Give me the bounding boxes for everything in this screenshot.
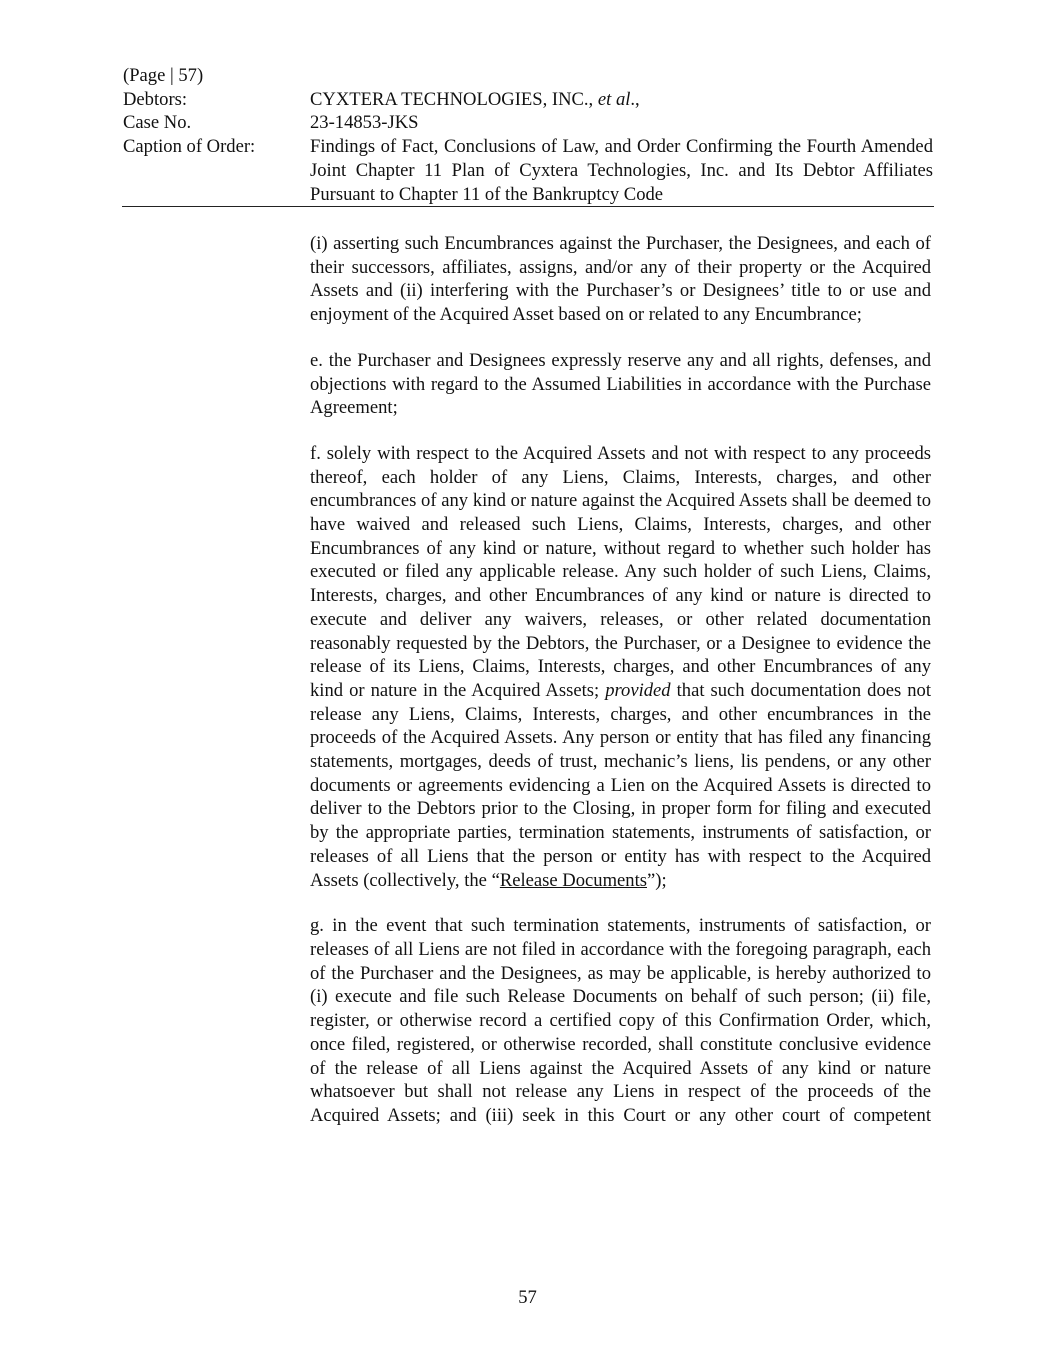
header-divider bbox=[122, 206, 934, 207]
paragraph-f-part-1: f. solely with respect to the Acquired Assets and not with respect to any proceeds thereof, each holder of any Liens, Claims, Interests, charges, and other encumbrances of any kind or nature against the Acquired Assets shall be deemed to have waived and released such Liens, Claims, Interests, charges, and other Encumbrances of any kind or nature, without regard to whether such holder has executed or filed any applicable release. Any such holder of such Liens, Claims, Interests, charges, and other Encumbrances of any kind or nature is directed to execute and deliver any waivers, releases, or other related documentation reasonably requested by the Debtors, the Purchaser, or a Designee to evidence the release of its Liens, Claims, Interests, charges, and other Encumbrances of any kind or nature in the Acquired Assets; bbox=[310, 442, 931, 701]
debtors-name: CYXTERA TECHNOLOGIES, INC., bbox=[310, 88, 594, 110]
paragraph-d-continued: (i) asserting such Encumbrances against the Purchaser, the Designees, and each of their successors, affiliates, assigns, and/or any of their property or the Acquired Assets and (ii) interfering with the Purchaser’s or Designees’ title to or use and enjoyment of the Acquired Asset based on or related to any Encumbrance; bbox=[310, 233, 931, 326]
paragraph-e: e. the Purchaser and Designees expressly reserve any and all rights, defenses, and objections with regard to the Assumed Liabilities in accordance with the Purchase Agreement; bbox=[310, 349, 931, 419]
header-debtors-value bbox=[310, 88, 933, 112]
document-body bbox=[310, 232, 931, 1150]
paragraph-f-provided: provided bbox=[605, 679, 671, 701]
debtors-trailing: ., bbox=[630, 88, 640, 110]
header-debtors-row bbox=[123, 88, 933, 112]
header-page-ref-row bbox=[123, 64, 933, 88]
header-caption-value: Findings of Fact, Conclusions of Law, and Order Confirming the Fourth Amended Joint Chapter 11 Plan of Cyxtera Technologies, Inc. and Its Debtor Affiliates Pursuant to Chapter 11 of the Bankruptcy Code bbox=[310, 136, 933, 205]
paragraph-f bbox=[310, 442, 931, 892]
page-number: 57 bbox=[518, 1287, 537, 1308]
paragraph-f-part-3: ”); bbox=[647, 869, 667, 891]
header-page-ref: (Page | 57) bbox=[123, 65, 204, 86]
paragraph-f-part-2: that such documentation does not release any Liens, Claims, Interests, charges, and other encumbrances in the proceeds of the Acquired Assets. Any person or entity that has filed any financing statements, mortgages, deeds of trust, mechanic’s liens, lis pendens, or any other documents or agreements evidencing a Lien on the Acquired Assets is directed to deliver to the Debtors prior to the Closing, in proper form for filing and executed by the appropriate parties, termination statements, instruments of satisfaction, or releases of all Liens that the person or entity has with respect to the Acquired Assets (collectively, the “ bbox=[310, 679, 932, 891]
header-case-label: Case No. bbox=[123, 112, 192, 134]
debtors-et-al: et al bbox=[597, 88, 631, 110]
paragraph-g: g. in the event that such termination statements, instruments of satisfaction, or releases of all Liens are not filed in accordance with the foregoing paragraph, each of the Purchaser and the Designees, as may be applicable, is hereby authorized to (i) execute and file such Release Documents on behalf of such person; (ii) file, register, or otherwise record a certified copy of this Confirmation Order, which, once filed, registered, or otherwise recorded, shall constitute conclusive evidence of the release of all Liens against the Acquired Assets of any kind or nature whatsoever but shall not release any Liens in respect of the proceeds of the Acquired Assets; and (iii) seek in this Court or any other court of competent bbox=[310, 915, 931, 1126]
header-case-value: 23-14853-JKS bbox=[310, 112, 419, 134]
defined-term-release-documents: Release Documents bbox=[499, 869, 647, 891]
header-caption-row bbox=[123, 135, 933, 206]
header-case-row bbox=[123, 111, 933, 135]
header-caption-label: Caption of Order: bbox=[123, 136, 256, 158]
document-header bbox=[123, 64, 933, 206]
header-debtors-label: Debtors: bbox=[123, 88, 188, 110]
